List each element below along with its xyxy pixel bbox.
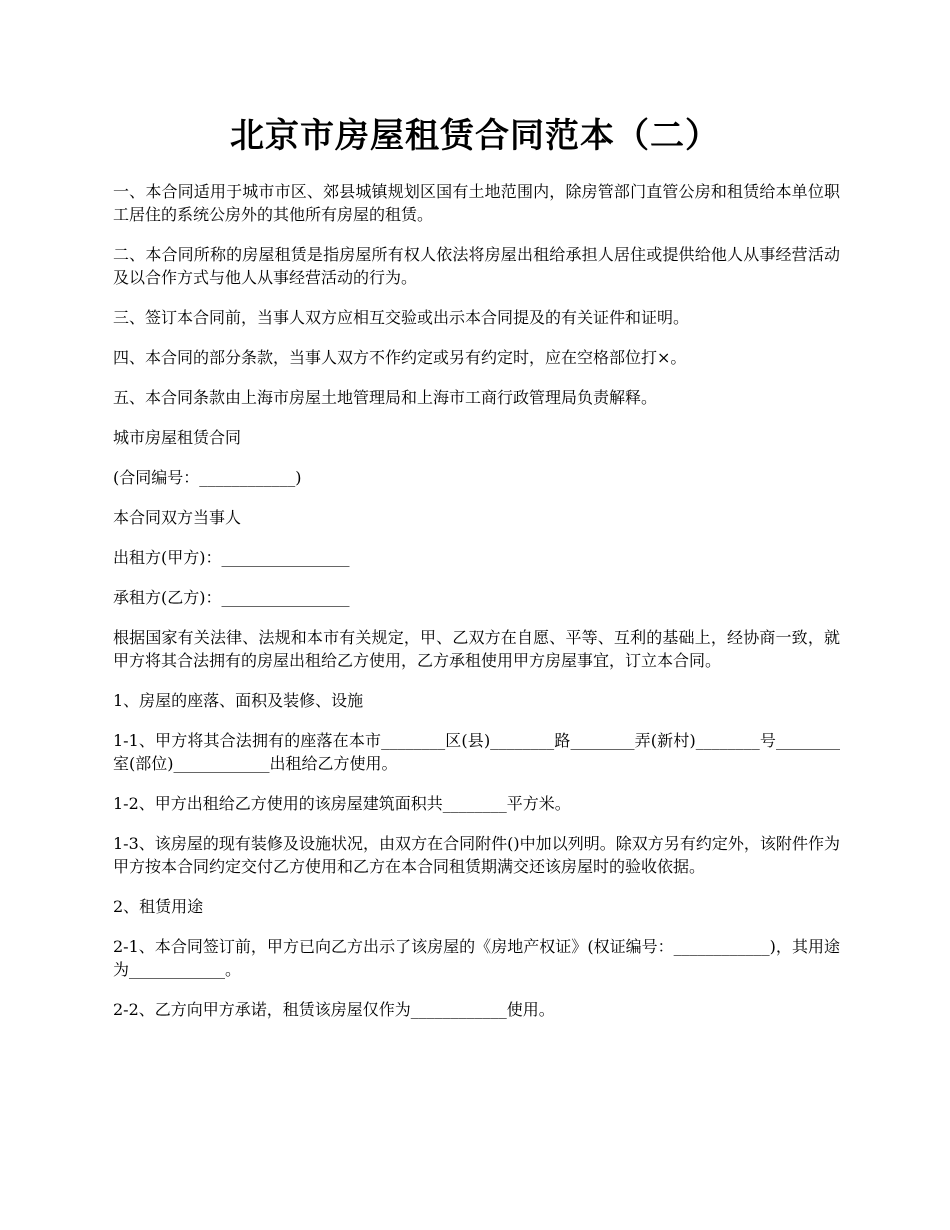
clause-1-1: 1-1、甲方将其合法拥有的座落在本市________区(县)________路________弄(新村)________号________室(部位)____________出租给乙方使用。 [113,731,840,773]
preface-clause-2: 二、本合同所称的房屋租赁是指房屋所有权人依法将房屋出租给承担人居住或提供给他人从事经营活动及以合作方式与他人从事经营活动的行为。 [113,245,840,287]
parties-heading: 本合同双方当事人 [113,508,242,527]
preface-clause-4: 四、本合同的部分条款，当事人双方不作约定或另有约定时，应在空格部位打×。 [113,348,687,367]
clause-1-3: 1-3、该房屋的现有装修及设施状况，由双方在合同附件()中加以列明。除双方另有约定外，该附件作为甲方按本合同约定交付乙方使用和乙方在本合同租赁期满交还该房屋时的验收依据。 [113,834,840,876]
clause-2-1: 2-1、本合同签订前，甲方已向乙方出示了该房屋的《房地产权证》(权证编号：____________)，其用途为____________。 [113,937,840,979]
contract-preamble: 根据国家有关法律、法规和本市有关规定，甲、乙双方在自愿、平等、互利的基础上，经协商一致，就甲方将其合法拥有的房屋出租给乙方使用，乙方承租使用甲方房屋事宜，订立本合同。 [113,628,840,670]
section-2-heading: 2、租赁用途 [113,897,204,916]
preface-clause-1: 一、本合同适用于城市市区、郊县城镇规划区国有土地范围内，除房管部门直管公房和租赁给本单位职工居住的系统公房外的其他所有房屋的租赁。 [113,182,840,224]
section-1-heading: 1、房屋的座落、面积及装修、设施 [113,691,364,710]
clause-1-2: 1-2、甲方出租给乙方使用的该房屋建筑面积共________平方米。 [113,794,571,813]
document-body [113,180,840,1038]
lessee-line: 承租方(乙方)：________________ [113,588,350,607]
preface-clause-5: 五、本合同条款由上海市房屋土地管理局和上海市工商行政管理局负责解释。 [113,388,658,407]
contract-heading: 城市房屋租赁合同 [113,428,242,447]
lessor-line: 出租方(甲方)：________________ [113,548,350,567]
preface-clause-3: 三、签订本合同前，当事人双方应相互交验或出示本合同提及的有关证件和证明。 [113,308,690,327]
clause-2-2: 2-2、乙方向甲方承诺，租赁该房屋仅作为____________使用。 [113,1000,555,1019]
document-title: 北京市房屋租赁合同范本（二） [230,116,720,156]
contract-number-line: (合同编号：____________) [113,468,302,487]
